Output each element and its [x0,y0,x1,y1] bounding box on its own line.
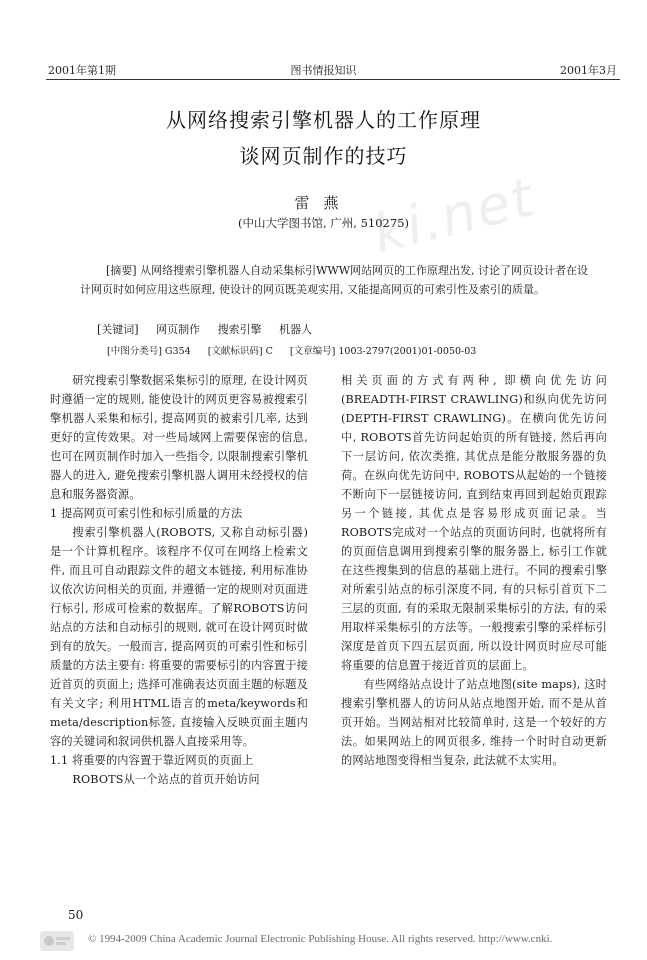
keyword: 机器人 [279,323,313,336]
running-header-date: 2001年3月 [560,64,617,77]
paragraph: 研究搜索引擎数据采集标引的原理, 在设计网页时遵循一定的规则, 能使设计的网页更容易被搜索引擎机器人采集和标引, 提高网页的被索引几率, 达到更好的宣传效果。对一些局域网上需要保密的信息, 也可在网页制作时加入一些指令, 以限制搜索引擎机器人的进入, 避免搜索引擎机器人调用未经授权的信息和服务器资源。 [50,374,308,501]
cnki-logo-icon [40,931,74,951]
copyright-text: © 1994-2009 China Academic Journal Electronic Publishing House. All rights reserved. http://www.cnki. [88,933,553,945]
document-code: [文献标识码] C [207,346,273,357]
section-heading: 1 提高网页可索引性和标引质量的方法 [50,507,243,520]
keywords-label: [关键词] [97,323,139,336]
body-column-left [50,371,308,789]
paragraph: ROBOTS从一个站点的首页开始访问 [72,773,260,786]
copyright-footer [0,929,647,953]
body-column-right [341,371,607,770]
paragraph: 搜索引擎机器人(ROBOTS, 又称自动标引器)是一个计算机程序。该程序不仅可在网络上检索文件, 而且可自动跟踪文件的超文本链接, 利用标准协议依次访问相关的页面, 并遵循一定的规则对页面进行标引, 形成可检索的数据库。了解ROBOTS访问站点的方法和自动标引的规则, 就可在设计网页时做到有的放矢。一般而言, 提高网页的可索引性和标引质量的方法主要有: 将重要的需要标引的内容置于接近首页的页面上; 选择可准确表达页面主题的标题及有关文字; 利用HTML语言的meta/keywords和meta/description标签, 直接输入反映页面主题内容的关键词和叙词供机器人直接采用等。 [50,526,308,748]
abstract: [摘要] 从网络搜索引擎机器人自动采集标引WWW网站网页的工作原理出发, 讨论了网页设计者在设计网页时如何应用这些原理, 使设计的网页既美观实用, 又能提高网页的可索引性及索引的质量。 [80,264,588,296]
running-header-issue: 2001年第1期 [48,64,116,77]
paragraph: 有些网络站点设计了站点地图(site maps), 这时搜索引擎机器人的访问从站点地图开始, 而不是从首页开始。当网站相对比较简单时, 这是一个较好的方法。如果网站上的网页很多, 维持一个时时自动更新的网站地图变得相当复杂, 此法就不太实用。 [341,678,607,767]
header-rule [46,79,620,80]
clc-number: [中图分类号] G354 [107,346,191,357]
keyword: 网页制作 [156,323,201,336]
article-number: [文章编号] 1003-2797(2001)01-0050-03 [289,346,477,357]
watermark: ki.net [366,165,542,266]
keyword: 搜索引擎 [217,323,262,336]
author-name: 雷燕 [294,194,353,212]
keywords [97,320,326,339]
classification-line [107,343,490,357]
article-title-line2: 谈网页制作的技巧 [239,144,408,168]
article-title-line1: 从网络搜索引擎机器人的工作原理 [166,108,481,132]
author-affiliation: (中山大学图书馆, 广州, 510275) [238,216,409,230]
paragraph: 相关页面的方式有两种, 即横向优先访问(BREADTH-FIRST CRAWLING)和纵向优先访问(DEPTH-FIRST CRAWLING)。在横向优先访问中, ROBOTS首先访问起始页的所有链接, 然后再向下一层访问, 依次类推, 其优点是能分散服务器的负荷。在纵向优先访问中, ROBOTS从起始的一个链接不断向下一层链接访问, 直到结束再回到起始页跟踪另一个链接, 其优点是容易形成页面记录。当ROBOTS完成对一个站点的页面访问时, 也就将所有的页面信息调用到搜索引擎的服务器上, 标引工作就在这些搜集到的信息的基础上进行。不同的搜索引擎对所索引站点的标引深度不同, 有的只标引首页下二三层的页面, 有的采取无限制采集标引的方法, 有的采用取样采集标引的方法等。一般搜索引擎的采样标引深度是首页下四五层页面, 所以设计网页时应尽可能将重要的信息置于接近首页的层面上。 [341,374,607,672]
subsection-heading: 1.1 将重要的内容置于靠近网页的页面上 [50,754,254,767]
page-number: 50 [68,908,84,922]
running-header-journal: 图书情报知识 [290,64,357,77]
